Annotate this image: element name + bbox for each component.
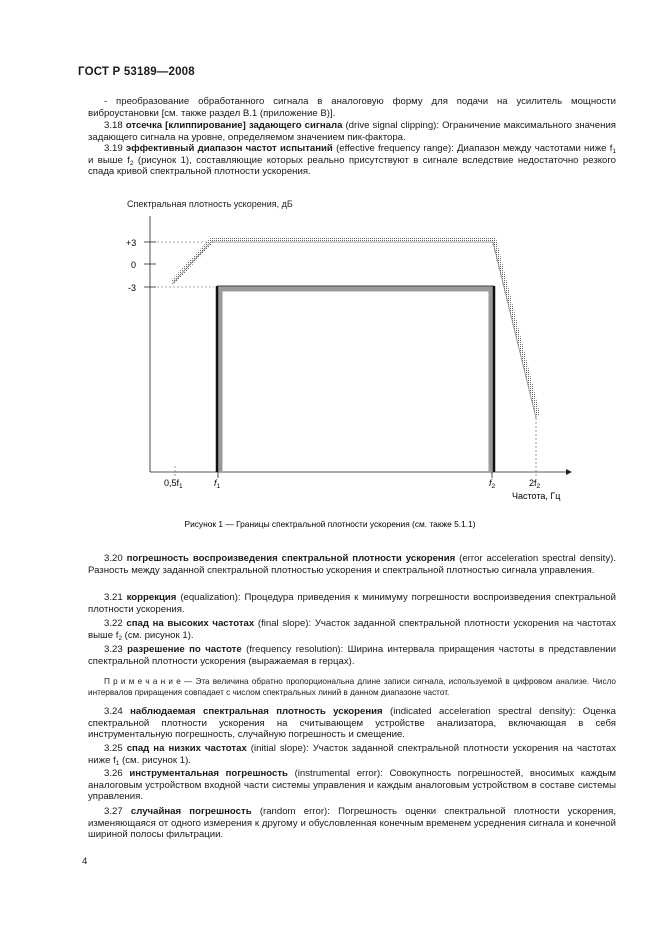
y-tick-plus3: +3	[126, 238, 137, 248]
term-number: 3.20	[104, 553, 123, 564]
term-definition-cont: (см. рисунок 1).	[121, 629, 194, 641]
term-3-22	[88, 618, 616, 641]
subscript: 2	[129, 159, 134, 167]
term-number: 3.26	[104, 768, 123, 779]
term-title: коррекция	[126, 592, 177, 603]
term-definition: (instrumental error): Совокупность погрешностей, вносимых каждым аналоговым устройством входной части системы управления и каждым аналоговым устройством в составе системы управления.	[88, 768, 617, 803]
term-definition: (initial slope): Участок заданной спектральной плотности ускорения на частотах ниже f	[88, 743, 616, 766]
figure-caption: Рисунок 1 — Границы спектральной плотности ускорения (см. также 5.1.1)	[184, 519, 476, 529]
document-header: ГОСТ Р 53189—2008	[78, 66, 195, 78]
term-definition: (indicated acceleration spectral density): Оценка спектральной плотности ускорения на считывающем устройстве анализатора, включающая в себя инструментальную погрешность, случайную погрешность и смещение.	[88, 706, 616, 741]
subscript: 1	[612, 148, 616, 155]
term-3-25	[88, 743, 616, 766]
paragraph-intro: - преобразование обработанного сигнала в аналоговую форму для подачи на усилитель мощности виброустановки [см. также раздел В.1 (приложение В)].	[88, 96, 616, 119]
tolerance-arrow	[566, 469, 572, 475]
page-number: 4	[82, 856, 88, 867]
term-number: 3.22	[104, 618, 123, 629]
y-axis-label: Спектральная плотность ускорения, дБ	[127, 199, 293, 209]
x-tick-2f2: $2f_2$	[529, 478, 541, 490]
term-title: разрешение по частоте	[127, 644, 242, 655]
lower-limit-curve	[220, 289, 491, 472]
term-title: погрешность воспроизведения спектральной плотности ускорения	[126, 553, 456, 564]
term-3-27	[88, 806, 616, 841]
term-title: спад на высоких частотах	[126, 618, 255, 629]
term-definition: (error acceleration spectral density). Разность между заданной спектральной плотностью ускорения и спектральной плотностью сигнала управления.	[88, 553, 616, 576]
term-number: 3.19	[104, 143, 123, 154]
term-definition: (effective frequency range): Диапазон между частотами ниже f	[332, 143, 613, 154]
term-number: 3.23	[104, 644, 123, 655]
term-number: 3.21	[104, 592, 123, 603]
term-title: спад на низких частотах	[126, 743, 247, 754]
term-title: эффективный диапазон частот испытаний	[125, 143, 333, 154]
upper-limit-curve	[173, 240, 538, 416]
term-3-21	[88, 592, 616, 615]
subscript: 1	[115, 759, 120, 767]
term-title: отсечка [клиппирование] задающего сигнала	[125, 120, 343, 131]
term-definition: (random error): Погрешность оценки спектральной плотности ускорения, изменяющаяся от одного измерения к другому и обусловленная конечным временем усреднения сигнала и конечной шириной полосы фильтрации.	[88, 806, 616, 841]
term-definition: (equalization): Процедура приведения к минимуму погрешности воспроизведения спектральной плотности ускорения.	[88, 592, 617, 615]
term-definition: (frequency resolution): Ширина интервала приращения частоты в представлении спектральной плотности ускорения (выражаемая в герцах).	[88, 644, 617, 667]
term-number: 3.27	[104, 806, 123, 817]
term-definition-cont: (см. рисунок 1).	[119, 754, 191, 766]
term-3-20	[88, 553, 616, 576]
x-tick-f1: $f_1$	[214, 478, 221, 490]
term-definition: (drive signal clipping): Ограничение максимального значения задающего сигнала на уровне, определяемом значением пик-фактора.	[88, 120, 616, 143]
term-3-23	[88, 644, 616, 667]
term-3-26	[88, 768, 616, 803]
x-tick-0-5f1: $0,5f_1$	[164, 478, 183, 490]
y-tick-0: 0	[131, 260, 137, 270]
subscript: 2	[118, 634, 122, 642]
x-axis-label: Частота, Гц	[512, 491, 561, 501]
term-title: инструментальная погрешность	[129, 768, 288, 779]
term-definition-cont: (рисунок 1), составляющие которых реально присутствуют в сигнале вследствие недостаточно резкого спада кривой спектральной плотности ускорения.	[88, 154, 616, 178]
term-definition-cont: и выше f	[88, 154, 130, 166]
term-3-24	[88, 706, 616, 741]
note-paragraph: П р и м е ч а н и е — Эта величина обратно пропорциональна длине записи сигнала, используемой в цифровом анализе. Число интервалов приращения совпадает с числом спектральных линий в данном диапазоне частот.	[88, 677, 616, 697]
term-definition: (final slope): Участок заданной спектральной плотности ускорения на частотах выше f	[88, 618, 617, 641]
term-title: случайная погрешность	[130, 806, 252, 817]
term-title: наблюдаемая спектральная плотность ускорения	[130, 706, 383, 717]
term-number: 3.25	[104, 743, 123, 754]
term-number: 3.24	[104, 706, 123, 717]
y-tick-minus3: -3	[128, 283, 137, 293]
x-tick-f2: $f_2$	[489, 478, 496, 490]
term-number: 3.18	[104, 120, 123, 131]
